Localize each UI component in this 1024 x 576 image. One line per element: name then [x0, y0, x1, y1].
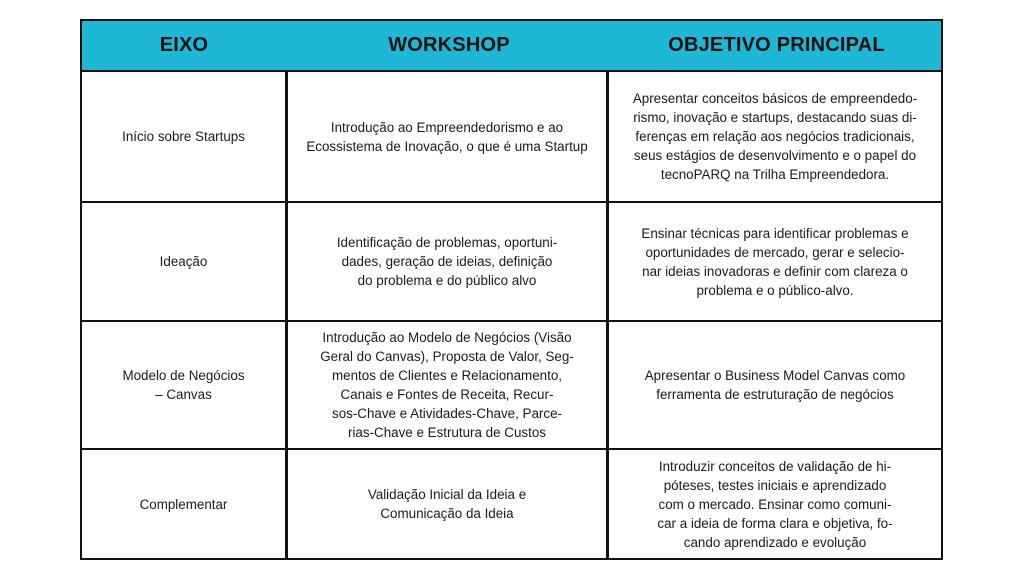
table-row [82, 322, 941, 448]
cell-workshop [285, 450, 609, 558]
cell-workshop-text: Identificação de problemas, oportuni- dades, geração de ideias, definição do problema e do público alvo [336, 235, 558, 288]
cell-eixo [82, 322, 285, 448]
cell-workshop-text: Introdução ao Empreendedorismo e ao Ecossistema de Inovação, o que é uma Startup [306, 119, 588, 154]
cell-workshop [285, 72, 609, 201]
cell-eixo [82, 203, 285, 320]
cell-objetivo [609, 72, 941, 201]
table-row [82, 450, 941, 558]
cell-eixo-text: Início sobre Startups [122, 129, 245, 144]
cell-objetivo [609, 203, 941, 320]
cell-objetivo-text: Ensinar técnicas para identificar problemas e oportunidades de mercado, gerar e selecio- nar ideias inovadoras e definir com clareza o problema e o público-alvo. [641, 225, 909, 298]
cell-workshop-text: Introdução ao Modelo de Negócios (Visão Geral do Canvas), Proposta de Valor, Seg- mentos de Clientes e Relacionamento, Canais e Fontes de Receita, Recur- sos-Chave e Atividades-Chave, Parce- rias-Chave e Estrutura de Custos [320, 330, 574, 440]
cell-objetivo [609, 322, 941, 448]
cell-eixo-text: Ideação [159, 254, 208, 269]
cell-workshop-text: Validação Inicial da Ideia e Comunicação da Ideia [367, 487, 527, 521]
header-eixo: EIXO [159, 34, 209, 56]
cell-objetivo-text: Apresentar o Business Model Canvas como ferramenta de estruturação de negócios [644, 368, 906, 402]
cell-eixo-text: Modelo de Negócios – Canvas [122, 368, 245, 402]
cell-workshop [285, 322, 609, 448]
cell-objetivo-text: Apresentar conceitos básicos de empreendedo- rismo, inovação e startups, destacando suas di- ferenças em relação aos negócios tradicionais, seus estágios de desenvolvimento e o papel do tecnoPARQ na Trilha Empreendedora. [632, 91, 918, 182]
header-workshop: WORKSHOP [388, 34, 510, 56]
cell-workshop [285, 203, 609, 320]
table-row [82, 72, 941, 201]
cell-eixo [82, 72, 285, 201]
cell-objetivo-text: Introduzir conceitos de validação de hi- póteses, testes iniciais e aprendizado com o mercado. Ensinar como comuni- car a ideia de forma clara e objetiva, fo- cando aprendizado e evolução [657, 458, 893, 550]
cell-eixo-text: Complementar [139, 496, 228, 512]
table-row [82, 203, 941, 320]
header-objetivo: OBJETIVO PRINCIPAL [668, 34, 885, 56]
workshop-table [80, 19, 943, 560]
cell-eixo [82, 450, 285, 558]
table-header [82, 21, 941, 72]
cell-objetivo [609, 450, 941, 558]
